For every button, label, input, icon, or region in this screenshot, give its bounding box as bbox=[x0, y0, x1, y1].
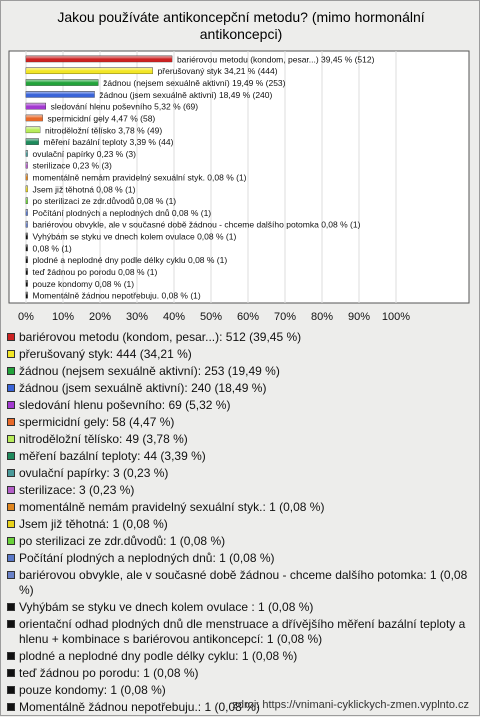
legend-swatch bbox=[7, 571, 15, 579]
legend-item bbox=[7, 432, 475, 447]
legend-item bbox=[7, 617, 475, 647]
x-tick-label: 10% bbox=[51, 311, 75, 323]
bar-data-label: plodné a neplodné dny podle délky cyklu 0,08 % (1) bbox=[32, 255, 228, 266]
legend-swatch bbox=[7, 350, 15, 358]
source-note: zdroj: https://vnimani-cyklickych-zmen.vyplnto.cz bbox=[232, 699, 469, 711]
x-tick-label: 0% bbox=[18, 311, 34, 323]
legend-item bbox=[7, 398, 475, 413]
x-tick-label: 90% bbox=[347, 311, 371, 323]
legend-swatch bbox=[7, 620, 15, 628]
legend-swatch bbox=[7, 469, 15, 477]
bar-shine bbox=[26, 245, 28, 251]
x-tick-label: 60% bbox=[236, 311, 260, 323]
legend-label: sledování hlenu poševního: 69 (5,32 %) bbox=[19, 398, 231, 412]
bar-data-label: Počítání plodných a neplodných dnů 0,08 % (1) bbox=[32, 207, 212, 218]
bar-data-label: momentálně nemám pravidelný sexuální styk. 0,08 % (1) bbox=[32, 172, 247, 183]
bar-data-label: spermicidní gely 4,47 % (58) bbox=[47, 113, 156, 124]
legend-swatch bbox=[7, 418, 15, 426]
bar-shine bbox=[26, 198, 28, 204]
legend-label: Počítání plodných a neplodných dnů: 1 (0,08 %) bbox=[19, 551, 275, 565]
bar-shine bbox=[26, 209, 28, 215]
legend-item bbox=[7, 683, 475, 698]
legend-swatch bbox=[7, 554, 15, 562]
x-tick-label: 70% bbox=[273, 311, 297, 323]
bar-shine bbox=[26, 221, 28, 227]
legend-swatch bbox=[7, 452, 15, 460]
bar-shine bbox=[26, 80, 98, 86]
x-tick-label: 50% bbox=[199, 311, 223, 323]
legend-label: Momentálně žádnou nepotřebuju.: 1 (0,08 %) bbox=[19, 700, 260, 714]
legend-item bbox=[7, 534, 475, 549]
legend-swatch bbox=[7, 686, 15, 694]
legend-label: teď žádnou po porodu: 1 (0,08 %) bbox=[19, 666, 199, 680]
legend-item bbox=[7, 551, 475, 566]
legend-swatch bbox=[7, 669, 15, 677]
legend-item bbox=[7, 568, 475, 598]
bar-shine bbox=[26, 91, 94, 97]
legend-label: pouze kondomy: 1 (0,08 %) bbox=[19, 683, 166, 697]
bar-shine bbox=[26, 280, 28, 286]
legend-item bbox=[7, 330, 475, 345]
legend-label: Vyhýbám se styku ve dnech kolem ovulace : 1 (0,08 %) bbox=[19, 600, 314, 614]
bar-data-label: Jsem již těhotná 0,08 % (1) bbox=[32, 184, 136, 195]
legend-swatch bbox=[7, 384, 15, 392]
legend-label: Jsem již těhotná: 1 (0,08 %) bbox=[19, 517, 168, 531]
bar-data-label: přerušovaný styk 34,21 % (444) bbox=[157, 66, 278, 77]
legend-label: žádnou (jsem sexuálně aktivní): 240 (18,49 %) bbox=[19, 381, 267, 395]
legend-item bbox=[7, 666, 475, 681]
legend-swatch bbox=[7, 486, 15, 494]
bar-data-label: ovulační papírky 0,23 % (3) bbox=[32, 148, 136, 159]
bar-data-label: nitroděložní tělísko 3,78 % (49) bbox=[44, 125, 163, 136]
legend-label: momentálně nemám pravidelný sexuální styk.: 1 (0,08 %) bbox=[19, 500, 325, 514]
bar-data-label: po sterilizaci ze zdr.důvodů 0,08 % (1) bbox=[32, 196, 177, 207]
x-tick-label: 100% bbox=[381, 311, 411, 323]
bar-data-label: 0,08 % (1) bbox=[32, 243, 72, 254]
legend-swatch bbox=[7, 503, 15, 511]
legend-label: žádnou (nejsem sexuálně aktivní): 253 (19,49 %) bbox=[19, 364, 280, 378]
legend-label: ovulační papírky: 3 (0,23 %) bbox=[19, 466, 169, 480]
bar-data-label: sterilizace 0,23 % (3) bbox=[32, 160, 112, 171]
x-tick-label: 30% bbox=[125, 311, 149, 323]
bar-shine bbox=[26, 174, 28, 180]
legend-item bbox=[7, 381, 475, 396]
bar-shine bbox=[26, 68, 153, 74]
legend-item bbox=[7, 600, 475, 615]
legend-swatch bbox=[7, 401, 15, 409]
legend-item bbox=[7, 415, 475, 430]
bar-shine bbox=[26, 103, 46, 109]
bar-shine bbox=[26, 162, 28, 168]
legend-swatch bbox=[7, 537, 15, 545]
bar-shine bbox=[26, 292, 28, 298]
bar-shine bbox=[26, 268, 28, 274]
legend-label: měření bazální teploty: 44 (3,39 %) bbox=[19, 449, 206, 463]
legend-item bbox=[7, 449, 475, 464]
legend-swatch bbox=[7, 333, 15, 341]
legend-item bbox=[7, 364, 475, 379]
bar-data-label: žádnou (nejsem sexuálně aktivní) 19,49 % (253) bbox=[103, 78, 286, 89]
bar-data-label: Vyhýbám se styku ve dnech kolem ovulace 0,08 % (1) bbox=[32, 231, 237, 242]
legend-label: nitroděložní tělísko: 49 (3,78 %) bbox=[19, 432, 188, 446]
legend-swatch bbox=[7, 367, 15, 375]
bar-data-label: Momentálně žádnou nepotřebuju. 0,08 % (1) bbox=[32, 290, 201, 301]
bar-data-label: bariérovou obvykle, ale v současné době žádnou - chceme dalšího potomka 0,08 % (1) bbox=[32, 219, 361, 230]
legend-swatch bbox=[7, 652, 15, 660]
legend-label: přerušovaný styk: 444 (34,21 %) bbox=[19, 347, 192, 361]
bar-shine bbox=[26, 139, 39, 145]
legend-item bbox=[7, 347, 475, 362]
legend-label: po sterilizaci ze zdr.důvodů: 1 (0,08 %) bbox=[19, 534, 226, 548]
x-tick-label: 80% bbox=[310, 311, 334, 323]
legend-label: bariérovou metodu (kondom, pesar...): 512 (39,45 %) bbox=[19, 330, 302, 344]
legend-swatch bbox=[7, 603, 15, 611]
legend-swatch bbox=[7, 435, 15, 443]
bar-chart bbox=[1, 1, 479, 331]
legend-item bbox=[7, 483, 475, 498]
bar-data-label: sledování hlenu poševního 5,32 % (69) bbox=[50, 101, 199, 112]
bar-data-label: měření bazální teploty 3,39 % (44) bbox=[43, 137, 174, 148]
bar-data-label: pouze kondomy 0,08 % (1) bbox=[32, 278, 135, 289]
legend-label: bariérovou obvykle, ale v současné době žádnou - chceme dalšího potomka: 1 (0,08 %) bbox=[19, 568, 468, 597]
legend-label: plodné a neplodné dny podle délky cyklu: 1 (0,08 %) bbox=[19, 649, 298, 663]
legend-label: spermicidní gely: 58 (4,47 %) bbox=[19, 415, 175, 429]
bar-shine bbox=[26, 150, 28, 156]
legend bbox=[7, 330, 475, 717]
x-tick-label: 20% bbox=[88, 311, 112, 323]
bar-shine bbox=[26, 115, 43, 121]
bar-data-label: teď žádnou po porodu 0,08 % (1) bbox=[32, 266, 158, 277]
chart-title: Jakou používáte antikoncepční metodu? (mimo hormonální antikoncepci) bbox=[57, 9, 425, 42]
legend-label: orientační odhad plodných dnů dle menstruace a dřívějšího měření bazální teploty a hlenu + kombinace s bariérovou antikoncepcí: 1 (0,08 %) bbox=[19, 617, 466, 646]
bar-shine bbox=[26, 186, 28, 192]
bar-shine bbox=[26, 56, 172, 62]
legend-item bbox=[7, 517, 475, 532]
bar-data-label: žádnou (jsem sexuálně aktivní) 18,49 % (240) bbox=[99, 89, 273, 100]
legend-item bbox=[7, 466, 475, 481]
legend-swatch bbox=[7, 703, 15, 711]
legend-swatch bbox=[7, 520, 15, 528]
bar-data-label: bariérovou metodu (kondom, pesar...) 39,45 % (512) bbox=[176, 54, 375, 65]
x-tick-label: 40% bbox=[162, 311, 186, 323]
bar-shine bbox=[26, 257, 28, 263]
legend-label: sterilizace: 3 (0,23 %) bbox=[19, 483, 135, 497]
legend-item bbox=[7, 500, 475, 515]
bar-shine bbox=[26, 233, 28, 239]
legend-item bbox=[7, 649, 475, 664]
bar-shine bbox=[26, 127, 40, 133]
